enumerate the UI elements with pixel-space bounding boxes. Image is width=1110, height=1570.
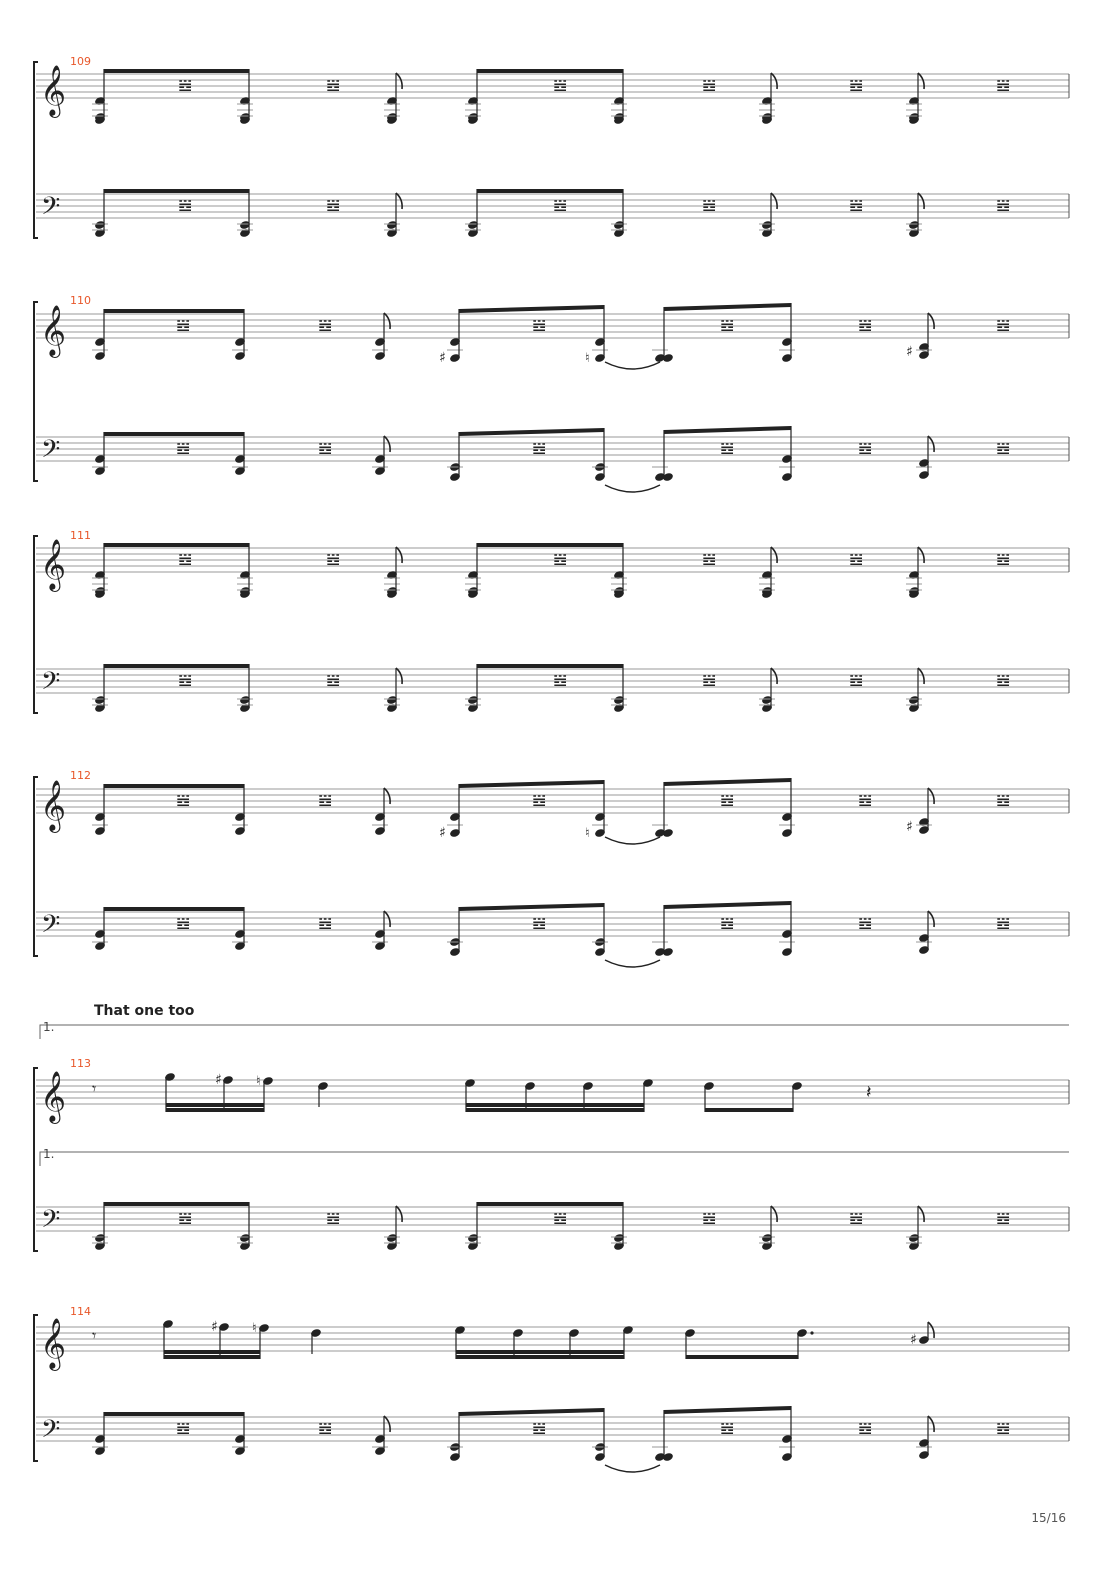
sharp-accidental: ♯ <box>439 825 446 841</box>
system-109 <box>34 62 1069 238</box>
beam <box>164 1355 260 1359</box>
flag <box>384 436 390 452</box>
beam <box>104 784 244 788</box>
natural-accidental: ♮ <box>256 1074 261 1089</box>
sixteenth-rest: 𝌿 <box>178 671 193 690</box>
sixteenth-rest: 𝌿 <box>720 316 735 335</box>
measure-number-114: 114 <box>70 1305 91 1318</box>
sixteenth-rest: 𝌿 <box>553 671 568 690</box>
flag <box>928 788 934 804</box>
sixteenth-rest: 𝌿 <box>996 550 1011 569</box>
beam <box>686 1355 798 1359</box>
flag <box>918 1206 924 1222</box>
eighth-rest: 𝄾 <box>92 1079 97 1098</box>
sixteenth-rest: 𝌿 <box>553 196 568 215</box>
bass-clef-icon: 𝄢 <box>41 910 61 945</box>
beam <box>166 1103 264 1107</box>
sixteenth-rest: 𝌿 <box>858 1419 873 1438</box>
tie <box>605 1465 660 1472</box>
sixteenth-rest: 𝌿 <box>318 439 333 458</box>
beam <box>705 1108 793 1112</box>
treble-clef-icon: 𝄞 <box>40 1071 67 1122</box>
sixteenth-rest: 𝌿 <box>176 1419 191 1438</box>
beam <box>104 543 249 547</box>
treble-clef-icon: 𝄞 <box>40 305 67 356</box>
sixteenth-rest: 𝌿 <box>178 76 193 95</box>
sixteenth-rest: 𝌿 <box>326 76 341 95</box>
sixteenth-rest: 𝌿 <box>720 914 735 933</box>
beam <box>477 543 623 547</box>
sixteenth-rest: 𝌿 <box>702 671 717 690</box>
sixteenth-rest: 𝌿 <box>996 791 1011 810</box>
measure-number-110: 110 <box>70 294 91 307</box>
flag <box>928 436 934 452</box>
volta-bracket <box>40 1152 1069 1166</box>
treble-clef-icon: 𝄞 <box>40 65 67 116</box>
tie <box>605 485 660 492</box>
page-number: 15/16 <box>1031 1511 1066 1525</box>
sharp-accidental: ♯ <box>215 1072 222 1088</box>
sixteenth-rest: 𝌿 <box>996 316 1011 335</box>
system-112 <box>34 777 1069 967</box>
beam <box>459 305 604 313</box>
sixteenth-rest: 𝌿 <box>318 791 333 810</box>
beam <box>164 1350 260 1354</box>
flag <box>918 547 924 563</box>
sixteenth-rest: 𝌿 <box>849 550 864 569</box>
beam <box>477 664 623 668</box>
beam <box>664 778 791 786</box>
flag <box>396 668 402 684</box>
flag <box>928 1322 934 1338</box>
bass-staff <box>36 426 1069 492</box>
sixteenth-rest: 𝌿 <box>176 439 191 458</box>
sixteenth-rest: 𝌿 <box>318 1419 333 1438</box>
system-bracket <box>34 777 38 956</box>
sharp-accidental: ♯ <box>906 819 913 835</box>
sixteenth-rest: 𝌿 <box>720 1419 735 1438</box>
flag <box>771 668 777 684</box>
sixteenth-rest: 𝌿 <box>178 196 193 215</box>
flag <box>396 193 402 209</box>
measure-number-112: 112 <box>70 769 91 782</box>
flag <box>396 1206 402 1222</box>
dot <box>810 1331 813 1334</box>
sharp-accidental: ♯ <box>906 344 913 360</box>
sharp-accidental: ♯ <box>910 1332 917 1348</box>
beam <box>104 189 249 193</box>
tie <box>605 837 660 844</box>
beam <box>466 1103 644 1107</box>
flag <box>771 547 777 563</box>
beam <box>459 1408 604 1416</box>
flag <box>384 313 390 329</box>
bass-staff <box>36 1406 1069 1472</box>
natural-accidental: ♮ <box>585 826 590 841</box>
sixteenth-rest: 𝌿 <box>326 196 341 215</box>
sixteenth-rest: 𝌿 <box>720 439 735 458</box>
flag <box>928 313 934 329</box>
treble-clef-icon: 𝄞 <box>40 780 67 831</box>
system-bracket <box>34 302 38 481</box>
beam <box>477 189 623 193</box>
sixteenth-rest: 𝌿 <box>849 1209 864 1228</box>
beam <box>104 1202 249 1206</box>
sixteenth-rest: 𝌿 <box>326 1209 341 1228</box>
bass-clef-icon: 𝄢 <box>41 667 61 702</box>
treble-staff <box>36 1071 1069 1124</box>
system-113 <box>34 1068 1069 1251</box>
treble-clef-icon: 𝄞 <box>40 539 67 590</box>
sixteenth-rest: 𝌿 <box>178 550 193 569</box>
sixteenth-rest: 𝌿 <box>553 550 568 569</box>
sixteenth-rest: 𝌿 <box>996 76 1011 95</box>
sixteenth-rest: 𝌿 <box>532 791 547 810</box>
measure-number-109: 109 <box>70 55 91 68</box>
sixteenth-rest: 𝌿 <box>702 76 717 95</box>
bass-clef-icon: 𝄢 <box>41 192 61 227</box>
flag <box>396 73 402 89</box>
sixteenth-rest: 𝌿 <box>849 76 864 95</box>
beam <box>104 664 249 668</box>
sixteenth-rest: 𝌿 <box>849 671 864 690</box>
treble-staff <box>36 778 1069 844</box>
sixteenth-rest: 𝌿 <box>532 439 547 458</box>
beam <box>104 69 249 73</box>
beam <box>456 1355 624 1359</box>
beam <box>466 1108 644 1112</box>
treble-staff <box>36 65 1069 125</box>
eighth-rest: 𝄾 <box>92 1326 97 1345</box>
system-114 <box>34 1315 1069 1472</box>
bass-staff <box>36 189 1069 238</box>
sixteenth-rest: 𝌿 <box>176 914 191 933</box>
sixteenth-rest: 𝌿 <box>858 316 873 335</box>
sixteenth-rest: 𝌿 <box>996 1209 1011 1228</box>
flag <box>384 1416 390 1432</box>
sixteenth-rest: 𝌿 <box>996 1419 1011 1438</box>
sharp-accidental: ♯ <box>211 1319 218 1335</box>
sixteenth-rest: 𝌿 <box>532 914 547 933</box>
volta-label-bass: 1. <box>43 1147 55 1161</box>
natural-accidental: ♮ <box>252 1321 257 1336</box>
sixteenth-rest: 𝌿 <box>720 791 735 810</box>
flag <box>384 788 390 804</box>
system-110 <box>34 302 1069 492</box>
sixteenth-rest: 𝌿 <box>532 316 547 335</box>
sixteenth-rest: 𝌿 <box>553 1209 568 1228</box>
sixteenth-rest: 𝌿 <box>858 439 873 458</box>
sixteenth-rest: 𝌿 <box>532 1419 547 1438</box>
beam <box>664 901 791 909</box>
sixteenth-rest: 𝌿 <box>849 196 864 215</box>
sixteenth-rest: 𝌿 <box>996 914 1011 933</box>
beam <box>664 426 791 434</box>
sixteenth-rest: 𝌿 <box>858 914 873 933</box>
bass-staff <box>36 664 1069 713</box>
sixteenth-rest: 𝌿 <box>318 914 333 933</box>
flag <box>918 193 924 209</box>
sixteenth-rest: 𝌿 <box>176 791 191 810</box>
flag <box>928 911 934 927</box>
sixteenth-rest: 𝌿 <box>702 550 717 569</box>
flag <box>771 1206 777 1222</box>
beam <box>477 1202 623 1206</box>
sixteenth-rest: 𝌿 <box>178 1209 193 1228</box>
sharp-accidental: ♯ <box>439 350 446 366</box>
sixteenth-rest: 𝌿 <box>318 316 333 335</box>
beam <box>664 303 791 311</box>
sixteenth-rest: 𝌿 <box>326 550 341 569</box>
flag <box>928 1416 934 1432</box>
treble-clef-icon: 𝄞 <box>40 1318 67 1369</box>
beam <box>477 69 623 73</box>
system-bracket <box>34 536 38 713</box>
beam <box>104 432 244 436</box>
bass-clef-icon: 𝄢 <box>41 1205 61 1240</box>
flag <box>771 73 777 89</box>
beam <box>104 1412 244 1416</box>
system-bracket <box>34 1315 38 1461</box>
natural-accidental: ♮ <box>585 351 590 366</box>
treble-staff <box>36 303 1069 369</box>
flag <box>396 547 402 563</box>
sixteenth-rest: 𝌿 <box>996 439 1011 458</box>
sixteenth-rest: 𝌿 <box>702 196 717 215</box>
volta-bracket <box>40 1025 1069 1039</box>
flag <box>918 668 924 684</box>
sixteenth-rest: 𝌿 <box>996 671 1011 690</box>
flag <box>384 911 390 927</box>
beam <box>456 1350 624 1354</box>
beam <box>104 309 244 313</box>
bass-clef-icon: 𝄢 <box>41 1415 61 1450</box>
system-111 <box>34 536 1069 713</box>
sixteenth-rest: 𝌿 <box>996 196 1011 215</box>
sixteenth-rest: 𝌿 <box>176 316 191 335</box>
beam <box>166 1108 264 1112</box>
flag <box>771 193 777 209</box>
beam <box>664 1406 791 1414</box>
beam <box>104 907 244 911</box>
section-annotation: That one too <box>94 1003 195 1019</box>
treble-staff <box>36 539 1069 599</box>
treble-staff <box>36 1318 1069 1371</box>
sixteenth-rest: 𝌿 <box>858 791 873 810</box>
sixteenth-rest: 𝌿 <box>553 76 568 95</box>
beam <box>459 903 604 911</box>
beam <box>459 780 604 788</box>
measure-number-113: 113 <box>70 1057 91 1070</box>
sixteenth-rest: 𝌿 <box>702 1209 717 1228</box>
bass-staff <box>36 1202 1069 1251</box>
tie <box>605 960 660 967</box>
bass-clef-icon: 𝄢 <box>41 435 61 470</box>
measure-number-111: 111 <box>70 529 91 542</box>
volta-label-treble: 1. <box>43 1020 55 1034</box>
system-bracket <box>34 1068 38 1251</box>
bass-staff <box>36 901 1069 967</box>
sixteenth-rest: 𝌿 <box>326 671 341 690</box>
flag <box>918 73 924 89</box>
tie <box>605 362 660 369</box>
quarter-rest: 𝄽 <box>866 1082 872 1103</box>
beam <box>459 428 604 436</box>
